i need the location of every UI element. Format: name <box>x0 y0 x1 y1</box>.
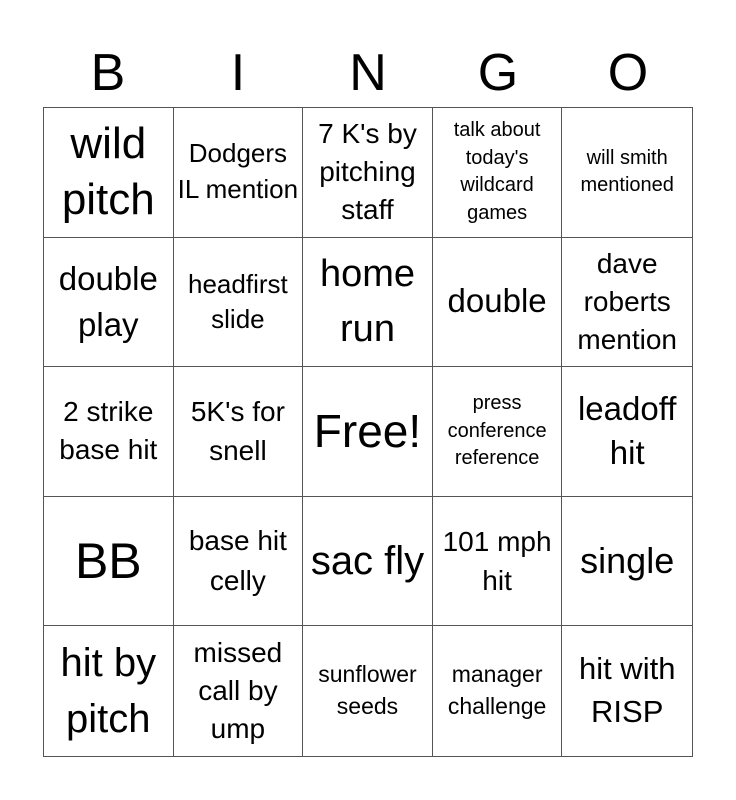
bingo-cell-r3-c5[interactable] <box>562 367 692 497</box>
cell-label: missed call by ump <box>193 637 283 745</box>
bingo-cell-r2-c3[interactable] <box>303 238 433 368</box>
bingo-cell-r2-c4[interactable] <box>433 238 563 368</box>
cell-label: base hit celly <box>188 524 287 597</box>
cell-label: double play <box>58 259 158 343</box>
bingo-cell-r3-c1[interactable] <box>44 367 174 497</box>
header-letter-g: G <box>477 44 519 102</box>
cell-label: will smith mentioned <box>580 146 674 197</box>
cell-label: 5K's for snell <box>190 396 285 467</box>
header-letter-i: I <box>230 44 246 102</box>
cell-label: 7 K's by pitching staff <box>318 118 417 226</box>
header-letter-b: B <box>90 44 126 102</box>
cell-label: Free! <box>313 404 422 457</box>
cell-label: leadoff hit <box>577 389 677 472</box>
bingo-cell-r5-c1[interactable] <box>44 626 174 756</box>
cell-label: headfirst slide <box>188 269 288 334</box>
bingo-cell-r1-c1[interactable] <box>44 108 174 238</box>
cell-label: hit by pitch <box>60 641 157 742</box>
cell-label: double <box>447 282 547 320</box>
cell-label: sac fly <box>310 539 425 584</box>
bingo-cell-r4-c3[interactable] <box>303 497 433 627</box>
cell-label: 101 mph hit <box>442 525 552 597</box>
cell-label: hit with RISP <box>578 651 676 730</box>
cell-label: single <box>580 539 675 581</box>
cell-label: home run <box>319 252 416 350</box>
bingo-cell-r1-c2[interactable] <box>174 108 304 238</box>
bingo-board <box>43 107 693 757</box>
bingo-cell-r1-c5[interactable] <box>562 108 692 238</box>
cell-label: press conference reference <box>447 392 547 470</box>
cell-label: Dodgers IL mention <box>177 138 299 205</box>
bingo-cell-r1-c3[interactable] <box>303 108 433 238</box>
bingo-header <box>43 40 693 106</box>
bingo-cell-r5-c4[interactable] <box>433 626 563 756</box>
bingo-cell-r5-c3[interactable] <box>303 626 433 756</box>
bingo-cell-r4-c5[interactable] <box>562 497 692 627</box>
cell-label: 2 strike base hit <box>59 396 158 466</box>
cell-label: manager challenge <box>447 661 547 720</box>
bingo-cell-r4-c1[interactable] <box>44 497 174 627</box>
bingo-cell-r4-c2[interactable] <box>174 497 304 627</box>
bingo-cell-r3-c3[interactable] <box>303 367 433 497</box>
cell-label: BB <box>74 533 142 590</box>
bingo-cell-r2-c5[interactable] <box>562 238 692 368</box>
cell-label: wild pitch <box>61 118 155 225</box>
bingo-cell-r2-c2[interactable] <box>174 238 304 368</box>
bingo-cell-r3-c4[interactable] <box>433 367 563 497</box>
bingo-cell-r1-c4[interactable] <box>433 108 563 238</box>
bingo-cell-r3-c2[interactable] <box>174 367 304 497</box>
header-letter-n: N <box>349 44 387 102</box>
cell-label: sunflower seeds <box>318 661 417 720</box>
bingo-cell-r2-c1[interactable] <box>44 238 174 368</box>
bingo-cell-r5-c2[interactable] <box>174 626 304 756</box>
cell-label: dave roberts mention <box>577 248 677 355</box>
header-letter-o: O <box>607 44 649 102</box>
bingo-cell-r4-c4[interactable] <box>433 497 563 627</box>
cell-label: talk about today's wildcard games <box>453 119 541 224</box>
bingo-cell-r5-c5[interactable] <box>562 626 692 756</box>
